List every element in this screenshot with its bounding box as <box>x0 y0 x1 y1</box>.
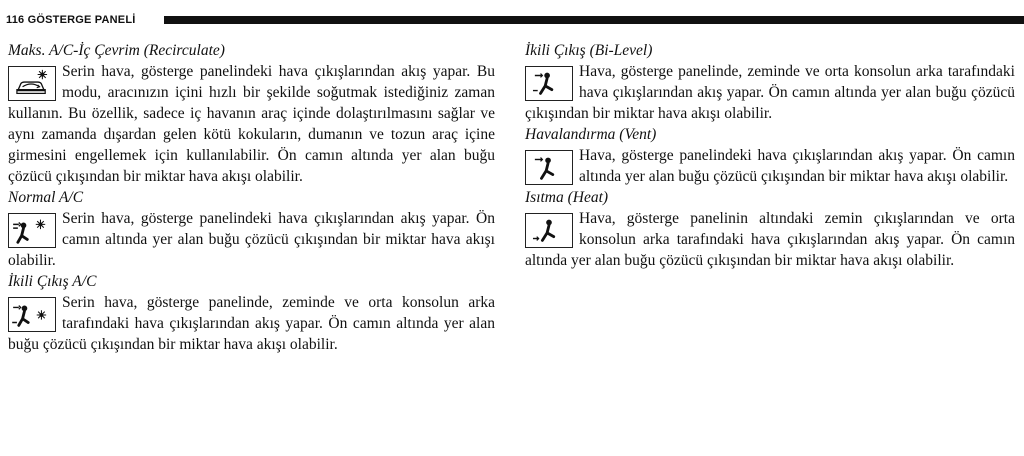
section-title: Isıtma (Heat) <box>525 189 609 206</box>
section-body: Serin hava, gösterge panelindeki hava çıkışlarından akış yapar. Ön camın altında yer alan buğu çözücü çıkışından bir miktar hava akışı olabilir. <box>8 210 495 269</box>
section-body: Hava, gösterge panelinde, zeminde ve orta konsolun arka tarafındaki hava çıkışlarından akış yapar. Ön camın altında yer alan buğu çözücü çıkışından bir miktar hava akışı olabilir. <box>525 63 1015 122</box>
left-column <box>8 40 495 355</box>
max-ac-recirculate-icon <box>8 66 56 101</box>
header-rule <box>164 16 1024 24</box>
heat-icon <box>525 213 573 248</box>
section-body: Hava, gösterge panelindeki hava çıkışlarından akış yapar. Ön camın altında yer alan buğu çözücü çıkışından bir miktar hava akışı olabilir. <box>579 147 1015 185</box>
section-bi-level-ac <box>8 271 495 355</box>
section-title: İkili Çıkış (Bi-Level) <box>525 42 653 59</box>
section-body: Hava, gösterge panelinin altındaki zemin çıkışlarından ve orta konsolun arka tarafındaki hava çıkışlarından akış yapar. Ön camın altında yer alan buğu çözücü çıkışından bir miktar hava akışı olabilir. <box>525 210 1015 269</box>
page-header <box>0 10 1024 30</box>
section-title: Maks. A/C-İç Çevrim (Recirculate) <box>8 42 225 59</box>
section-title: Havalandırma (Vent) <box>525 126 657 143</box>
section-heat <box>525 187 1015 271</box>
section-body: Serin hava, gösterge panelindeki hava çıkışlarından akış yapar. Bu modu, aracınızın içini hızlı bir şekilde soğutmak istediğiniz zaman kullanın. Bu özellik, sadece iç havanın araç içinde dolaştırılmasını sağlar ve aynı zamanda dışardan gelen kötü kokuların, dumanın ve tozun araç içine girmesini engellemek için kullanılabilir. Ön camın altında yer alan buğu çözücü çıkışından bir miktar hava akışı olabilir. <box>8 63 495 185</box>
section-body: Serin hava, gösterge panelinde, zeminde ve orta konsolun arka tarafındaki hava çıkışlarından akış yapar. Ön camın altında yer alan buğu çözücü çıkışından bir miktar hava akışı olabilir. <box>8 294 495 353</box>
normal-ac-icon <box>8 213 56 248</box>
bi-level-icon <box>525 66 573 101</box>
section-max-ac-recirculate <box>8 40 495 187</box>
bi-level-ac-icon <box>8 297 56 332</box>
section-bi-level <box>525 40 1015 124</box>
right-column <box>525 40 1015 271</box>
page-number-title: 116 GÖSTERGE PANELİ <box>6 14 136 26</box>
section-title: İkili Çıkış A/C <box>8 273 97 290</box>
vent-icon <box>525 150 573 185</box>
section-title: Normal A/C <box>8 189 84 206</box>
section-normal-ac <box>8 187 495 271</box>
section-vent <box>525 124 1015 187</box>
